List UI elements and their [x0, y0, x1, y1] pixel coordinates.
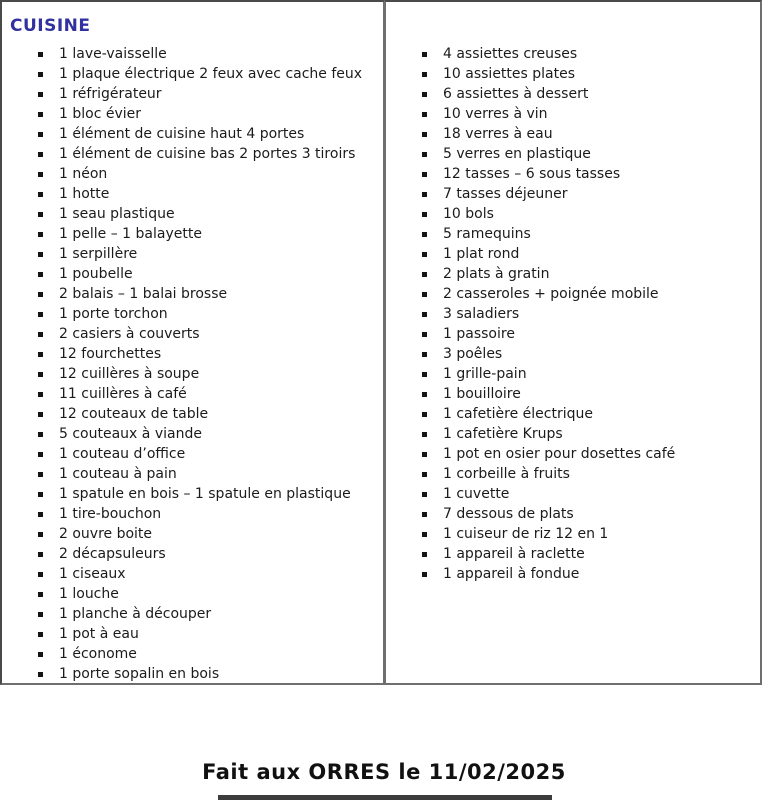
list-item: 1 serpillère	[59, 244, 383, 264]
list-item: 1 élément de cuisine bas 2 portes 3 tiroirs	[59, 144, 383, 164]
list-item: 1 ciseaux	[59, 564, 383, 584]
list-item: 1 cafetière électrique	[443, 404, 760, 424]
list-item: 1 néon	[59, 164, 383, 184]
list-item: 5 couteaux à viande	[59, 424, 383, 444]
list-item: 10 assiettes plates	[443, 64, 760, 84]
footer-note: Fait aux ORRES le 11/02/2025	[202, 760, 566, 784]
list-item: 1 bouilloire	[443, 384, 760, 404]
list-item: 1 seau plastique	[59, 204, 383, 224]
list-item: 6 assiettes à dessert	[443, 84, 760, 104]
list-item: 18 verres à eau	[443, 124, 760, 144]
list-item: 4 assiettes creuses	[443, 44, 760, 64]
list-item: 1 tire-bouchon	[59, 504, 383, 524]
list-item: 2 casiers à couverts	[59, 324, 383, 344]
list-item: 11 cuillères à café	[59, 384, 383, 404]
list-item: 10 bols	[443, 204, 760, 224]
inventory-column-left	[0, 0, 385, 685]
list-item: 1 porte torchon	[59, 304, 383, 324]
list-item: 1 pot à eau	[59, 624, 383, 644]
list-item: 1 passoire	[443, 324, 760, 344]
list-item: 3 saladiers	[443, 304, 760, 324]
list-item: 1 couteau à pain	[59, 464, 383, 484]
list-item: 1 grille-pain	[443, 364, 760, 384]
inventory-list-left	[2, 44, 383, 684]
list-item: 1 cuiseur de riz 12 en 1	[443, 524, 760, 544]
list-item: 5 verres en plastique	[443, 144, 760, 164]
list-item: 12 fourchettes	[59, 344, 383, 364]
list-item: 1 pot en osier pour dosettes café	[443, 444, 760, 464]
section-title: CUISINE	[10, 16, 91, 36]
list-item: 1 cafetière Krups	[443, 424, 760, 444]
list-item: 1 appareil à fondue	[443, 564, 760, 584]
list-item: 2 casseroles + poignée mobile	[443, 284, 760, 304]
list-item: 1 lave-vaisselle	[59, 44, 383, 64]
list-item: 12 couteaux de table	[59, 404, 383, 424]
list-item: 1 poubelle	[59, 264, 383, 284]
list-item: 1 économe	[59, 644, 383, 664]
list-item: 1 spatule en bois – 1 spatule en plastique	[59, 484, 383, 504]
list-item: 2 décapsuleurs	[59, 544, 383, 564]
list-item: 1 plaque électrique 2 feux avec cache feux	[59, 64, 383, 84]
list-item: 7 dessous de plats	[443, 504, 760, 524]
list-item: 2 plats à gratin	[443, 264, 760, 284]
list-item: 1 bloc évier	[59, 104, 383, 124]
list-item: 1 porte sopalin en bois	[59, 664, 383, 684]
list-item: 1 planche à découper	[59, 604, 383, 624]
list-item: 2 balais – 1 balai brosse	[59, 284, 383, 304]
list-item: 12 tasses – 6 sous tasses	[443, 164, 760, 184]
list-item: 1 hotte	[59, 184, 383, 204]
list-item: 1 élément de cuisine haut 4 portes	[59, 124, 383, 144]
list-item: 12 cuillères à soupe	[59, 364, 383, 384]
list-item: 1 couteau d’office	[59, 444, 383, 464]
list-item: 1 corbeille à fruits	[443, 464, 760, 484]
list-item: 2 ouvre boite	[59, 524, 383, 544]
list-item: 1 louche	[59, 584, 383, 604]
list-item: 10 verres à vin	[443, 104, 760, 124]
list-item: 1 réfrigérateur	[59, 84, 383, 104]
list-item: 3 poêles	[443, 344, 760, 364]
list-item: 7 tasses déjeuner	[443, 184, 760, 204]
footer-underline	[218, 795, 552, 800]
list-item: 1 cuvette	[443, 484, 760, 504]
list-item: 1 pelle – 1 balayette	[59, 224, 383, 244]
inventory-list-right	[386, 44, 760, 584]
inventory-column-right	[384, 0, 762, 685]
list-item: 1 plat rond	[443, 244, 760, 264]
list-item: 1 appareil à raclette	[443, 544, 760, 564]
list-item: 5 ramequins	[443, 224, 760, 244]
